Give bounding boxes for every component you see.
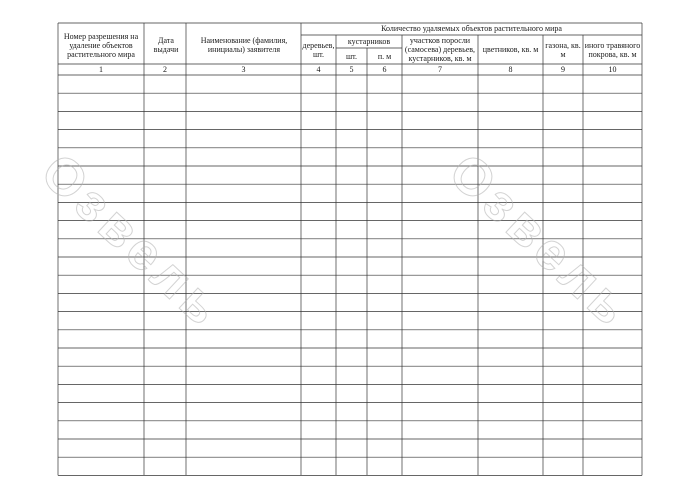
- header-other-grass: иного травяного покрова, кв. м: [584, 40, 641, 59]
- column-number-7: 7: [438, 65, 442, 74]
- header-permit-number: Номер разрешения на удаление объектов растительного мира: [63, 31, 139, 59]
- header-undergrowth: участков поросли (самосева) деревьев, кустарников, кв. м: [404, 36, 476, 63]
- header-flowers: цветников, кв. м: [482, 45, 539, 54]
- header-issue-date: Дата выдачи: [153, 36, 179, 54]
- header-shrubs: кустарников: [347, 36, 391, 46]
- column-number-10: 10: [608, 65, 617, 74]
- column-number-1: 1: [99, 65, 103, 74]
- header-removed-count: Количество удаляемых объектов растительного мира: [381, 24, 562, 33]
- header-shrubs-meters: п. м: [377, 51, 392, 61]
- column-number-8: 8: [508, 65, 513, 74]
- column-number-9: 9: [561, 65, 565, 74]
- column-number-6: 6: [382, 65, 387, 74]
- column-number-2: 2: [163, 65, 167, 74]
- header-shrubs-pcs: шт.: [345, 51, 358, 61]
- watermark-left: Озвель: [29, 142, 236, 341]
- header-lawn: газона, кв. м: [545, 40, 581, 59]
- column-number-5: 5: [349, 65, 354, 74]
- header-applicant: Наименование (фамилия, инициалы) заявителя: [200, 36, 288, 54]
- column-number-3: 3: [241, 65, 246, 74]
- watermark-right: Озвель: [437, 142, 644, 341]
- column-number-4: 4: [316, 65, 321, 74]
- header-trees: деревьев, шт.: [302, 41, 335, 59]
